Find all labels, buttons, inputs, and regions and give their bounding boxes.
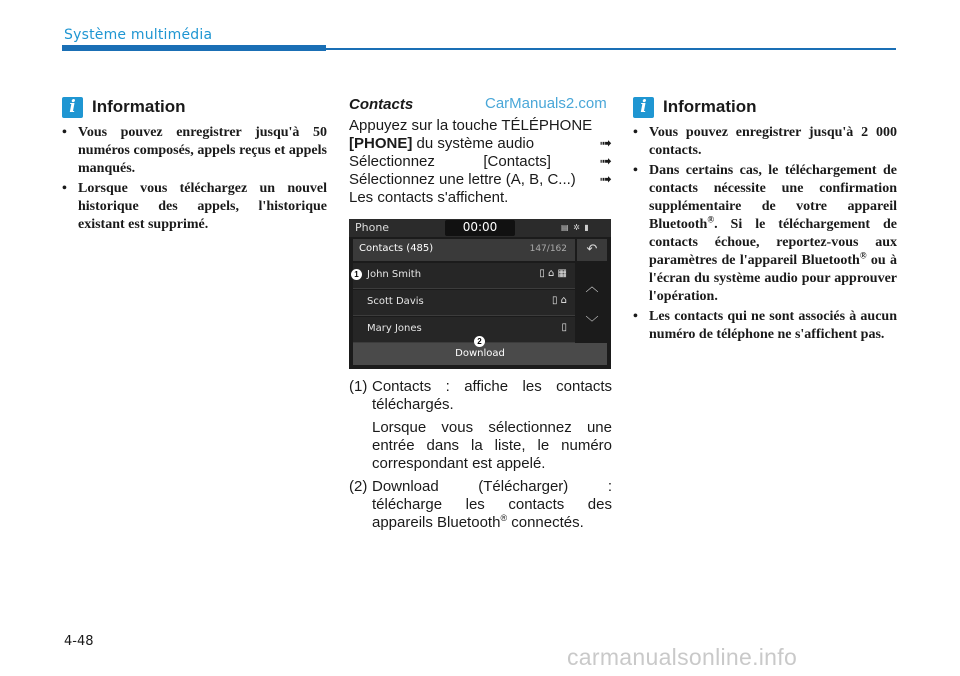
bullet-text: Les contacts qui ne sont associés à aucun numéro de téléphone ne s'affichent pas.	[649, 309, 897, 342]
info-title: Information	[92, 97, 186, 116]
contact-row[interactable]	[353, 290, 575, 316]
instr-line-2	[349, 135, 612, 153]
bullet-dot: •	[633, 309, 638, 324]
header-bar	[62, 45, 326, 51]
screen-clock: 00:00	[445, 220, 515, 236]
instr-text: [Contacts]	[483, 153, 551, 170]
screen-app-label: Phone	[355, 221, 390, 234]
item-text: Contacts : affiche les contacts téléchargés.	[372, 378, 612, 413]
bullet-dot: •	[633, 163, 638, 178]
info-heading	[62, 96, 327, 118]
phone-screen	[349, 219, 611, 369]
info-heading	[633, 96, 897, 118]
bullet-text: Lorsque vous téléchargez un nouvel historique des appels, l'historique existant est supprimé.	[78, 181, 327, 232]
contact-type-icons: ▯	[561, 322, 567, 333]
numbered-item	[349, 378, 612, 414]
instr-text: Sélectionnez une lettre (A, B, C...)	[349, 171, 576, 188]
contacts-page-count: 147/162	[529, 244, 567, 254]
item-number: (2)	[349, 478, 368, 495]
back-icon[interactable]: ↶	[577, 239, 607, 261]
contacts-heading: Contacts	[349, 96, 414, 113]
info-title: Information	[663, 97, 757, 116]
contact-name: Mary Jones	[367, 323, 422, 334]
instr-line-3	[349, 153, 612, 171]
section-title: Système multimédia	[64, 27, 213, 43]
item-number: (1)	[349, 378, 368, 395]
registered-mark: ®	[500, 513, 508, 523]
screen-status-bar	[349, 219, 611, 237]
contacts-instructions	[349, 117, 612, 207]
contact-name: Scott Davis	[367, 296, 424, 307]
contact-row[interactable]	[353, 317, 575, 343]
bullet-item	[633, 124, 897, 160]
bullet-item	[633, 308, 897, 344]
arrow-icon: ➟	[599, 153, 612, 170]
bullet-text: Vous pouvez enregistrer jusqu'à 50 numéros composés, appels reçus et appels manqués.	[78, 125, 327, 176]
bullet-item	[62, 180, 327, 234]
bullet-dot: •	[62, 125, 67, 140]
bullet-dot: •	[633, 125, 638, 140]
info-icon: i	[62, 97, 83, 118]
arrow-icon: ➟	[599, 171, 612, 188]
bullet-text: Vous pouvez enregistrer jusqu'à 2 000 contacts.	[649, 125, 897, 158]
left-info-box	[62, 96, 327, 236]
contact-type-icons: ▯ ⌂	[551, 295, 567, 306]
item-text: connectés.	[507, 514, 584, 531]
status-icons: ▤ ✲ ▮	[561, 223, 590, 232]
right-info-box	[633, 96, 897, 346]
instr-line-4	[349, 171, 612, 189]
bullet-text: Dans certains cas, le téléchargement de contacts nécessite une confirmation supplémentaire de votre appareil Bluetooth	[649, 163, 897, 232]
contacts-section	[349, 96, 612, 532]
bullet-item	[633, 162, 897, 306]
info-bullets	[62, 124, 327, 234]
instr-text: du système audio	[416, 135, 535, 152]
callout-1: 1	[351, 269, 362, 280]
info-bullets	[633, 124, 897, 344]
page-number: 4-48	[64, 634, 94, 649]
callout-2: 2	[474, 336, 485, 347]
info-icon: i	[633, 97, 654, 118]
scroll-up-icon[interactable]: ︿	[585, 280, 599, 295]
instr-text: Sélectionnez	[349, 153, 435, 170]
instr-line-1: Appuyez sur la touche TÉLÉPHONE	[349, 117, 593, 134]
download-label: Download	[455, 348, 505, 359]
numbered-item-detail: Lorsque vous sélectionnez une entrée dans la liste, le numéro correspondant est appelé.	[372, 419, 612, 472]
bullet-item	[62, 124, 327, 178]
header-rule	[326, 48, 896, 50]
contact-row[interactable]	[353, 263, 575, 289]
bullet-dot: •	[62, 181, 67, 196]
item-text: Download (Télécharger) : télécharge les contacts des appareils Bluetooth	[372, 478, 612, 531]
numbered-list	[349, 378, 612, 532]
registered-mark: ®	[859, 250, 867, 261]
contacts-count-label: Contacts (485)	[359, 243, 434, 254]
phone-key: [PHONE]	[349, 135, 413, 152]
watermark-text: CarManuals2.com	[485, 95, 607, 112]
contact-type-icons: ▯ ⌂ ▦	[539, 268, 567, 279]
instr-line-5: Les contacts s'affichent.	[349, 189, 509, 206]
numbered-item	[349, 478, 612, 532]
footer-watermark: carmanualsonline.info	[567, 644, 798, 670]
arrow-icon: ➟	[599, 135, 612, 152]
registered-mark: ®	[707, 214, 715, 225]
scroll-down-icon[interactable]: ﹀	[585, 316, 599, 331]
contact-name: John Smith	[367, 269, 422, 280]
bullet-text: ou à l'écran du système audio pour approuver l'opération.	[649, 253, 897, 304]
contacts-header-row[interactable]	[353, 239, 575, 261]
bullet-text: . Si le téléchargement de contacts échoue, reportez-vous aux paramètres de l'appareil Bluetooth	[649, 217, 897, 268]
